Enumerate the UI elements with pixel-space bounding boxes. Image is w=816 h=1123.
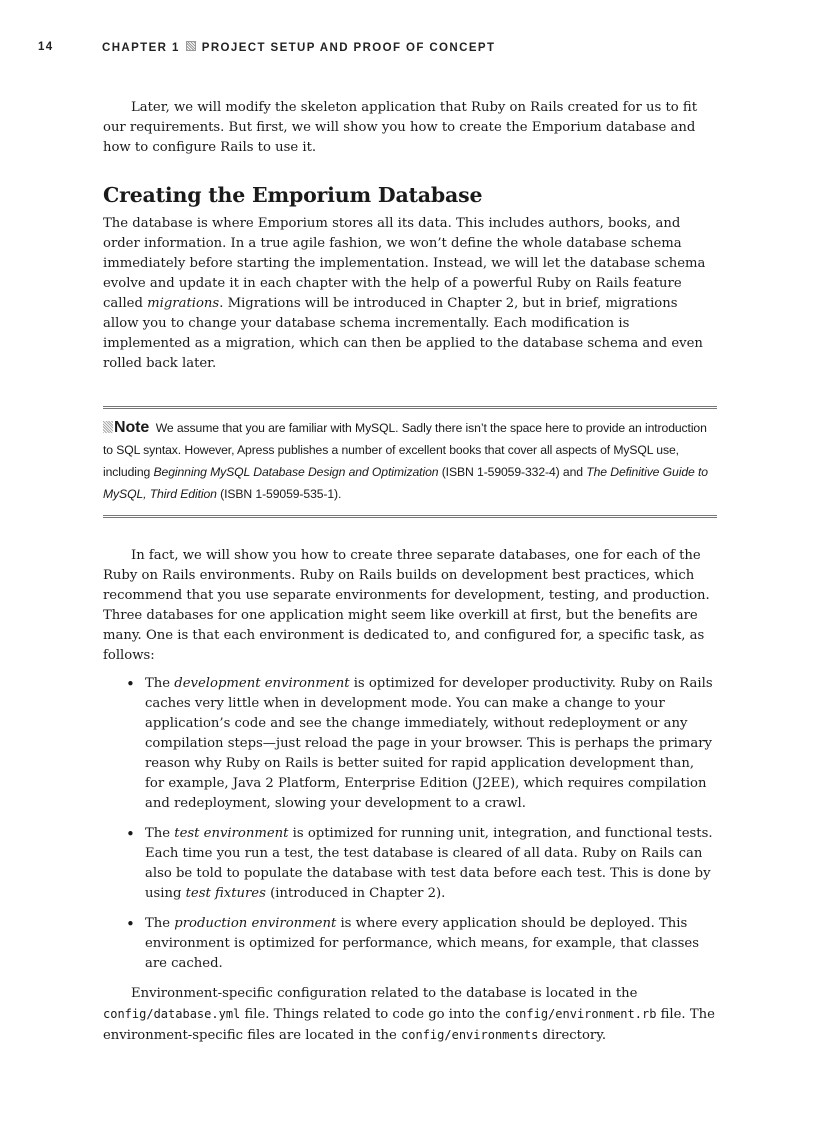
migrations-term: migrations	[147, 296, 220, 311]
closing-paragraph	[103, 984, 717, 1046]
page-number: 14	[38, 41, 54, 53]
note-text: (ISBN 1-59059-332-4) and	[438, 465, 587, 479]
chapter-label: CHAPTER 1	[102, 42, 180, 54]
section-paragraph-text: The database is where Emporium stores all its data. This includes authors, books, and order information. In a true agile fashion, we won’t define the whole database schema immediately before starting the implementation. Instead, we will let the database schema evolve and update it in each chapter with the help of a powerful Ruby on Rails feature called	[103, 216, 706, 311]
intro-paragraph: Later, we will modify the skeleton application that Ruby on Rails created for us to fit our requirements. But first, we will show you how to create the Emporium database and how to configure Rails to use it.	[103, 100, 698, 155]
code-path: config/environment.rb	[504, 1007, 657, 1021]
closing-text: file. The environment-specific files are located in the	[103, 1007, 715, 1043]
environment-term: development environment	[174, 676, 350, 691]
environment-term: test environment	[174, 826, 289, 841]
list-item-text: is optimized for running unit, integration, and functional tests. Each time you run a test, the test database is cleared of all data. Ruby on Rails can also be told to populate the database with test data before each test. This is done by using	[145, 826, 713, 901]
chapter-heading	[102, 41, 495, 54]
running-head	[38, 41, 718, 61]
list-item-prefix: The	[145, 916, 175, 931]
section-paragraph	[103, 214, 717, 374]
environments-list	[103, 674, 717, 974]
list-item-text: is optimized for developer productivity. Ruby on Rails caches very little when in development mode. You can make a change to your application’s code and see the change immediately, without redeployment or any compilation steps—just reload the page in your browser. This is perhaps the primary reason why Ruby on Rails is better suited for rapid application development than, for example, Java 2 Platform, Enterprise Edition (J2EE), which requires compilation and redeployment, slowing your development to a crawl.	[145, 676, 713, 811]
page-body	[103, 98, 717, 1046]
closing-text: file. Things related to code go into the	[240, 1007, 505, 1022]
note-icon	[103, 421, 113, 433]
list-item	[103, 674, 717, 814]
note-text: (ISBN 1-59059-535-1).	[216, 487, 342, 501]
list-item-tail: (introduced in Chapter 2).	[265, 886, 446, 901]
code-path: config/database.yml	[103, 1007, 241, 1021]
code-path: config/environments	[401, 1028, 539, 1042]
note-label: Note	[114, 419, 150, 436]
fixtures-term: test fixtures	[185, 886, 266, 901]
list-item-text: is where every application should be deployed. This environment is optimized for performance, which means, for example, that classes are cached.	[145, 916, 699, 971]
list-item-prefix: The	[145, 826, 175, 841]
environment-term: production environment	[174, 916, 337, 931]
closing-text: Environment-specific configuration related to the database is located in the	[131, 986, 638, 1001]
list-item-prefix: The	[145, 676, 175, 691]
closing-text: directory.	[538, 1028, 607, 1043]
note-text: We assume that you are familiar with MySQL. Sadly there isn’t the space here to provide an introduction to SQL syntax. However, Apress publishes a number of excellent books that cover all aspects of MySQL use, including	[103, 421, 707, 479]
note-book-title: The Definitive Guide to MySQL, Third Edition	[103, 465, 708, 501]
environments-intro: In fact, we will show you how to create three separate databases, one for each of the Ruby on Rails environments. Ruby on Rails builds on development best practices, which recommend that you use separate environments for development, testing, and production. Three databases for one application might seem like overkill at first, but the benefits are many. One is that each environment is dedicated to, and configured for, a specific task, as follows:	[103, 548, 710, 663]
chapter-title: PROJECT SETUP AND PROOF OF CONCEPT	[201, 42, 496, 54]
note-book-title: Beginning MySQL Database Design and Optimization	[153, 465, 439, 479]
section-paragraph-tail: . Migrations will be introduced in Chapter 2, but in brief, migrations allow you to change your database schema incrementally. Each modification is implemented as a migration, which can then be applied to the database schema and even rolled back later.	[103, 296, 703, 371]
section-heading: Creating the Emporium Database	[103, 183, 483, 207]
list-item	[103, 824, 717, 904]
list-item	[103, 914, 717, 974]
note-box	[103, 406, 717, 518]
separator-square-icon	[186, 41, 196, 51]
